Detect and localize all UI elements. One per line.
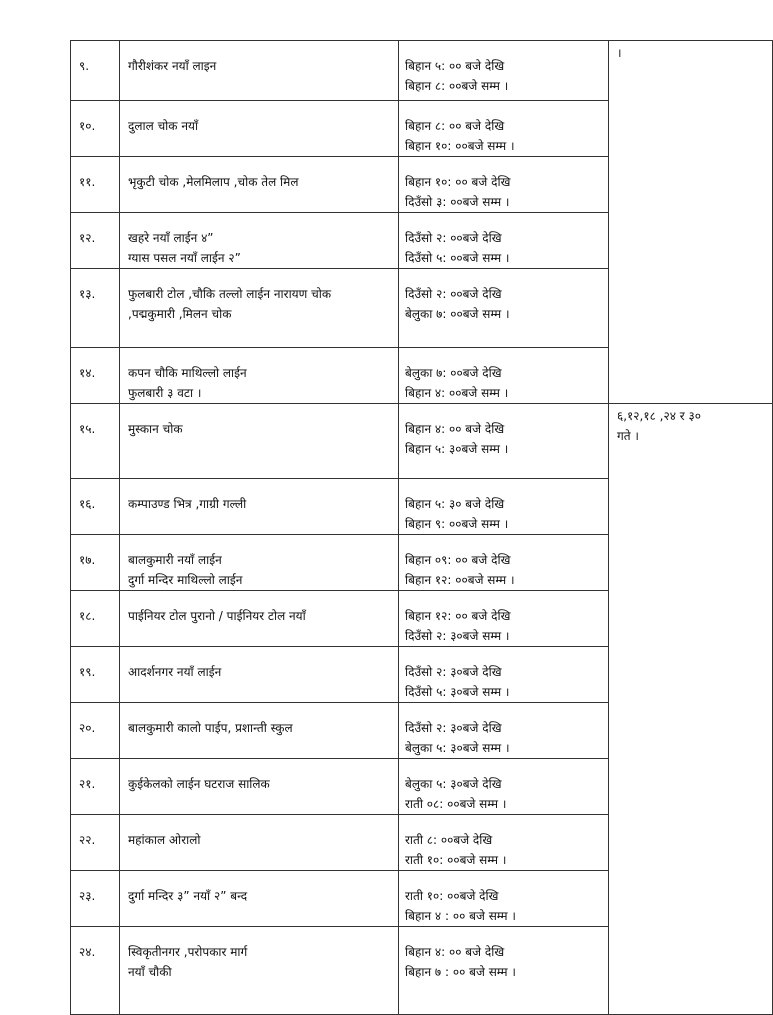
location-text: फुलबारी टोल ,चौकि तल्लो लाईन नारायण चोक <box>128 287 332 301</box>
row-number: १६. <box>71 479 120 535</box>
time-end: बिहान ४: ००बजे सम्म । <box>405 386 509 400</box>
location-text: पाईनियर टोल पुरानो / पाईनियर टोल नयाँ <box>128 609 306 623</box>
location-cell <box>120 348 399 404</box>
time-end: दिउँसो ५: ००बजे सम्म । <box>405 251 510 265</box>
time-start: दिउँसो २: ३०बजे देखि <box>405 721 502 735</box>
table-row <box>71 41 773 101</box>
location-text: नयाँ चौकी <box>128 965 172 979</box>
location-text: खहरे नयाँ लाईन ४” <box>128 231 214 245</box>
time-cell <box>399 41 609 101</box>
time-cell <box>399 404 609 479</box>
date-note-cell-2 <box>609 404 773 1015</box>
location-text: ,पद्मकुमारी ,मिलन चोक <box>128 307 232 321</box>
location-cell <box>120 703 399 759</box>
location-cell <box>120 815 399 871</box>
schedule-body <box>71 41 773 1015</box>
location-text: गौरीशंकर नयाँ लाइन <box>128 59 217 73</box>
time-start: बिहान ४: ०० बजे देखि <box>405 945 505 959</box>
location-text: ग्यास पसल नयाँ लाईन २” <box>128 251 241 265</box>
time-start: दिउँसो २: ००बजे देखि <box>405 231 502 245</box>
location-text: मुस्कान चोक <box>128 422 183 436</box>
row-number: १३. <box>71 269 120 348</box>
location-text: महांकाल ओरालो <box>128 833 201 847</box>
time-end: राती ०८: ००बजे सम्म । <box>405 797 507 811</box>
time-end: बिहान ४ : ०० बजे सम्म । <box>405 909 516 923</box>
row-number: २४. <box>71 927 120 1015</box>
date-note-cell-1 <box>609 41 773 404</box>
time-end: राती १०: ००बजे सम्म । <box>405 853 507 867</box>
table-row <box>71 404 773 479</box>
location-text: फुलबारी ३ वटा । <box>128 386 202 400</box>
time-cell <box>399 213 609 269</box>
time-cell <box>399 703 609 759</box>
location-text: दुलाल चोक नयाँ <box>128 119 199 133</box>
time-cell <box>399 535 609 591</box>
location-cell <box>120 871 399 927</box>
time-start: बेलुका ७: ००बजे देखि <box>405 366 502 380</box>
time-start: बेलुका ५: ३०बजे देखि <box>405 777 502 791</box>
location-cell <box>120 591 399 647</box>
location-cell <box>120 647 399 703</box>
row-number: १४. <box>71 348 120 404</box>
location-text: दुर्गा मन्दिर ३” नयाँ २” बन्द <box>128 889 248 903</box>
time-cell <box>399 157 609 213</box>
time-start: दिउँसो २: ३०बजे देखि <box>405 665 502 679</box>
time-cell <box>399 927 609 1015</box>
time-end: बिहान ८: ००बजे सम्म । <box>405 79 509 93</box>
location-text: बालकुमारी नयाँ लाईन <box>128 553 222 567</box>
location-text: कुईकेलको लाईन घटराज सालिक <box>128 777 270 791</box>
row-number: ९. <box>71 41 120 101</box>
location-text: दुर्गा मन्दिर माथिल्लो लाईन <box>128 573 243 587</box>
time-cell <box>399 101 609 157</box>
time-cell <box>399 591 609 647</box>
location-text: स्विकृतीनगर ,परोपकार मार्ग <box>128 945 248 959</box>
location-text: कम्पाउण्ड भित्र ,गाग्री गल्ली <box>128 497 247 511</box>
location-text: आदर्शनगर नयाँ लाईन <box>128 665 222 679</box>
time-start: बिहान ५: ३० बजे देखि <box>405 497 505 511</box>
time-cell <box>399 759 609 815</box>
time-end: बेलुका ७: ००बजे सम्म । <box>405 307 510 321</box>
location-text: कपन चौकि माथिल्लो लाईन <box>128 366 247 380</box>
location-cell <box>120 404 399 479</box>
date-note-text: गते । <box>617 429 639 443</box>
row-number: १९. <box>71 647 120 703</box>
row-number: ११. <box>71 157 120 213</box>
time-cell <box>399 479 609 535</box>
location-cell <box>120 535 399 591</box>
location-cell <box>120 157 399 213</box>
time-end: दिउँसो ३: ००बजे सम्म । <box>405 195 510 209</box>
time-start: राती ८: ००बजे देखि <box>405 833 493 847</box>
time-cell <box>399 647 609 703</box>
location-cell <box>120 927 399 1015</box>
time-start: दिउँसो २: ००बजे देखि <box>405 287 502 301</box>
time-end: दिउँसो ५: ३०बजे सम्म । <box>405 685 510 699</box>
schedule-table <box>70 40 773 1015</box>
row-number: १७. <box>71 535 120 591</box>
row-number: २३. <box>71 871 120 927</box>
time-end: बिहान १०: ००बजे सम्म । <box>405 139 515 153</box>
row-number: १२. <box>71 213 120 269</box>
time-end: बिहान ५: ३०बजे सम्म । <box>405 442 509 456</box>
row-number: १५. <box>71 404 120 479</box>
time-cell <box>399 348 609 404</box>
time-end: बेलुका ५: ३०बजे सम्म । <box>405 741 510 755</box>
time-cell <box>399 871 609 927</box>
time-start: बिहान १२: ०० बजे देखि <box>405 609 511 623</box>
date-note-text: ६,१२,१८ ,२४ र ३० <box>617 409 701 423</box>
location-cell <box>120 759 399 815</box>
time-start: बिहान ५: ०० बजे देखि <box>405 59 505 73</box>
time-cell <box>399 815 609 871</box>
time-start: बिहान ०९: ०० बजे देखि <box>405 553 511 567</box>
time-cell <box>399 269 609 348</box>
time-end: दिउँसो २: ३०बजे सम्म । <box>405 629 510 643</box>
location-cell <box>120 479 399 535</box>
row-number: १८. <box>71 591 120 647</box>
time-start: बिहान १०: ०० बजे देखि <box>405 175 511 189</box>
row-number: २१. <box>71 759 120 815</box>
time-start: राती १०: ००बजे देखि <box>405 889 499 903</box>
row-number: २२. <box>71 815 120 871</box>
time-end: बिहान ९: ००बजे सम्म । <box>405 517 509 531</box>
location-text: भृकुटी चोक ,मेलमिलाप ,चोक तेल मिल <box>128 175 299 189</box>
location-cell <box>120 213 399 269</box>
row-number: १०. <box>71 101 120 157</box>
time-start: बिहान ८: ०० बजे देखि <box>405 119 505 133</box>
location-cell <box>120 101 399 157</box>
date-note-text: । <box>617 46 622 60</box>
time-end: बिहान ७ : ०० बजे सम्म । <box>405 965 516 979</box>
location-text: बालकुमारी कालो पाईप, प्रशान्ती स्कुल <box>128 721 293 735</box>
row-number: २०. <box>71 703 120 759</box>
location-cell <box>120 269 399 348</box>
time-start: बिहान ४: ०० बजे देखि <box>405 422 505 436</box>
time-end: बिहान १२: ००बजे सम्म । <box>405 573 515 587</box>
location-cell <box>120 41 399 101</box>
